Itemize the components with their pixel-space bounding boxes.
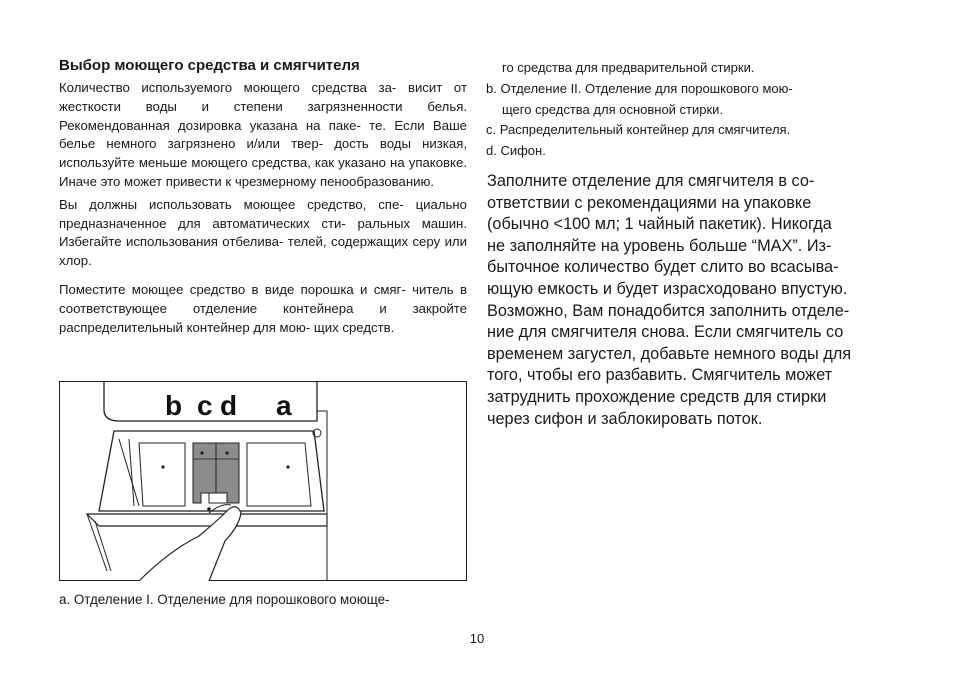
text-line: дость воды низкая, используйте меньше моющего bbox=[59, 136, 467, 171]
label-d: d bbox=[220, 390, 238, 421]
text-line: те. Если Ваше белье немного загрязнено и/или твер- bbox=[59, 117, 467, 152]
paragraph-detergent-type bbox=[59, 196, 467, 271]
softener-instructions bbox=[487, 171, 899, 430]
text-line: белья. Рекомендованная дозировка указана на паке- bbox=[59, 98, 467, 133]
text-line: средства, как указано на упаковке. Иначе это может bbox=[59, 155, 467, 189]
legend-item-a: a. Отделение I. Отделение для порошкового моюще- bbox=[59, 592, 390, 607]
legend-item-a-continued: го средства для предварительной стирки. bbox=[502, 60, 755, 75]
dot bbox=[207, 507, 211, 511]
dispenser-illustration bbox=[59, 381, 467, 581]
legend-item-b: b. Отделение II. Отделение для порошкового мою- bbox=[486, 80, 793, 96]
text-line: ние для смягчителя снова. Если смягчитель со bbox=[487, 323, 844, 342]
paragraph-placement bbox=[59, 281, 467, 337]
label-a: a bbox=[276, 390, 292, 421]
text-line: закройте распределительный контейнер для мою- bbox=[59, 300, 467, 335]
text-line: Количество используемого моющего средства за- bbox=[59, 80, 397, 95]
drawer-side bbox=[95, 521, 111, 571]
text-line: Вы должны использовать моющее средство, спе- bbox=[59, 196, 404, 212]
legend-item-c: c. Распределительный контейнер для смягчителя. bbox=[486, 122, 791, 138]
drawer-front bbox=[87, 514, 327, 526]
left-column bbox=[59, 56, 467, 337]
text-line: Возможно, Вам понадобится заполнить отделе- bbox=[487, 301, 850, 320]
text-line: затруднить прохождение средств для стирки bbox=[487, 387, 827, 406]
label-c: c bbox=[197, 390, 213, 421]
text-line: того, чтобы его разбавить. Смягчитель может bbox=[487, 366, 833, 385]
dot bbox=[200, 451, 203, 454]
text-line: циально предназначенное для автоматических сти- bbox=[59, 196, 467, 231]
figure-frame bbox=[60, 382, 467, 581]
legend-item-b-continued: щего средства для основной стирки. bbox=[502, 101, 724, 117]
text-line: (обычно <100 мл; 1 чайный пакетик). Никогда bbox=[487, 215, 832, 234]
compartment-b bbox=[139, 443, 185, 506]
text-line: читель в соответствующее отделение контейнера и bbox=[59, 281, 467, 316]
dot bbox=[161, 465, 164, 468]
dot bbox=[225, 451, 228, 454]
text-line: ющую емкость и будет израсходовано впустую. bbox=[487, 279, 848, 298]
text-line: не заполняйте на уровень больше “MAX”. Из- bbox=[487, 236, 832, 255]
text-line: привести к чрезмерному пенообразованию. bbox=[165, 173, 435, 189]
text-line: временем загустел, добавьте немного воды для bbox=[487, 344, 852, 363]
text-line: телей, содержащих серу или хлор. bbox=[59, 234, 467, 269]
page-number: 10 bbox=[469, 631, 485, 646]
drawer-line bbox=[119, 439, 139, 506]
paragraph-dosage bbox=[59, 79, 467, 192]
drawer-line bbox=[129, 439, 134, 506]
text-line: Поместите моющее средство в виде порошка и смяг- bbox=[59, 281, 406, 297]
hand-drawing bbox=[139, 507, 241, 581]
label-b: b bbox=[165, 390, 183, 421]
compartment-a bbox=[247, 443, 311, 506]
text-line: ответствии с рекомендациями на упаковке bbox=[487, 193, 812, 212]
text-line: быточное количество будет слито во всасыва- bbox=[487, 258, 839, 277]
text-line: через сифон и заблокировать поток. bbox=[487, 409, 763, 428]
text-line: щих средств. bbox=[313, 319, 395, 335]
legend-list bbox=[486, 58, 896, 162]
text-line: висит от жесткости воды и степени загрязненности bbox=[59, 80, 467, 114]
dot bbox=[286, 465, 289, 468]
text-line: ральных машин. Избегайте использования отбелива- bbox=[59, 215, 468, 250]
drawer-side bbox=[87, 514, 107, 571]
legend-item-d: d. Сифон. bbox=[486, 143, 546, 159]
siphon-d bbox=[209, 493, 227, 503]
section-title: Выбор моющего средства и смягчителя bbox=[59, 57, 360, 74]
text-line: Заполните отделение для смягчителя в со- bbox=[487, 172, 815, 190]
dispenser-drawing bbox=[59, 381, 467, 581]
